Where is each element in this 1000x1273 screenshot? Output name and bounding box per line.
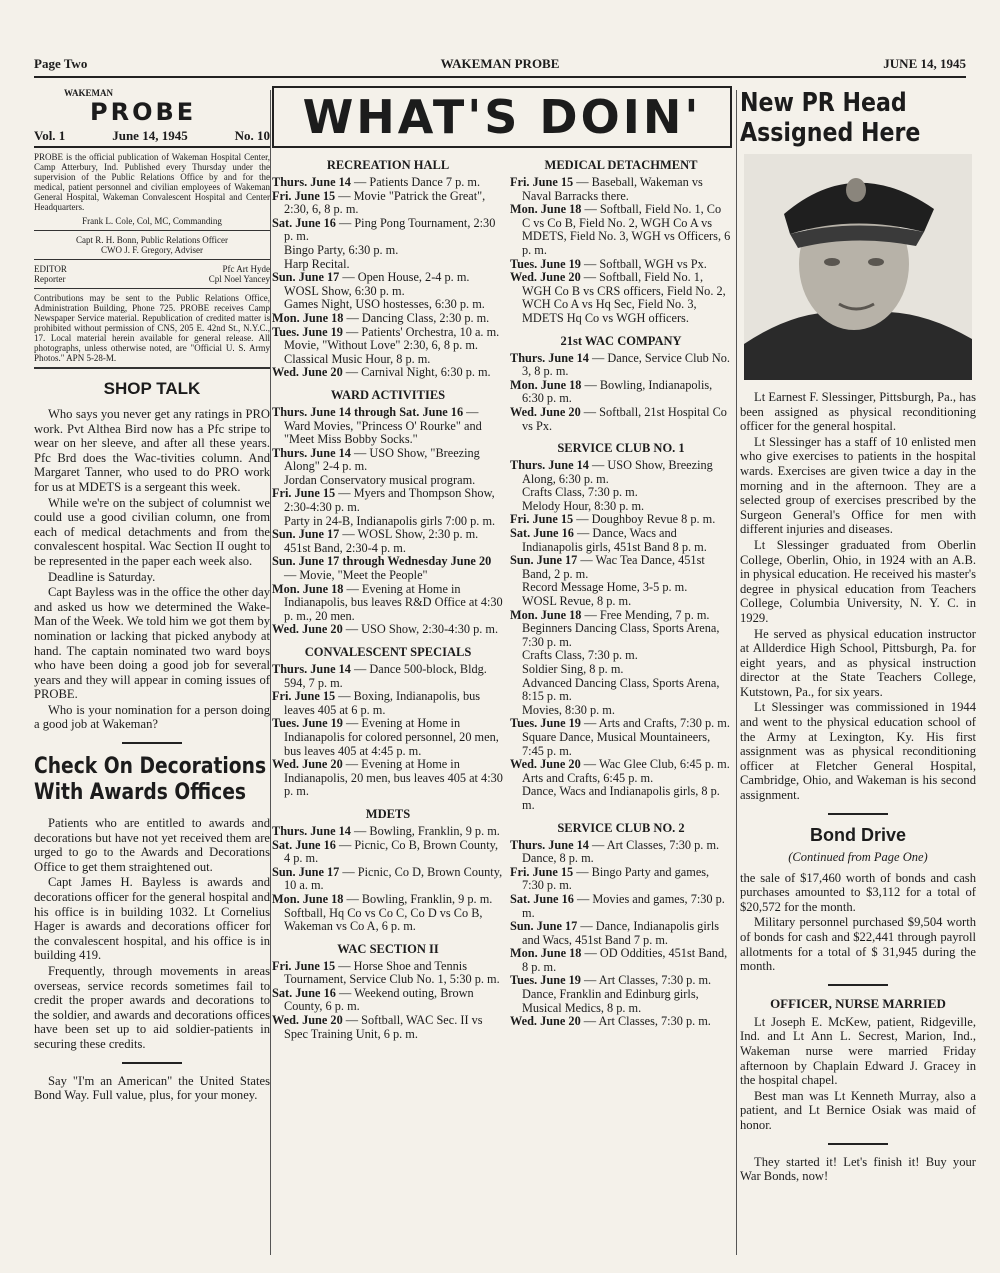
masthead-kicker: WAKEMAN <box>64 88 113 98</box>
event-date: Wed. June 20 <box>510 270 581 285</box>
event-text: — Ping Pong Tournament, 2:30 p. m. <box>284 215 496 244</box>
event-entry: Advanced Dancing Class, Sports Arena, 8:15 p. m. <box>522 675 720 704</box>
section-heading: SERVICE CLUB NO. 2 <box>557 820 685 835</box>
event-entry <box>272 1014 504 1041</box>
event-entry <box>272 528 504 542</box>
event-entry <box>510 758 732 772</box>
column-rule <box>736 90 737 1255</box>
event-entry: Classical Music Hour, 8 p. m. <box>284 351 431 366</box>
column-events-1 <box>272 158 504 1260</box>
event-text: — Art Classes, 7:30 p. m. <box>580 973 712 988</box>
sc1-list <box>510 459 732 812</box>
article-paragraph: Military personnel purchased $9,504 worth of bonds for cash and $22,441 through payroll allotments for a total of $ 31,945 during the month. <box>740 915 976 974</box>
event-entry <box>510 352 732 379</box>
war-bonds-filler: They started it! Let's finish it! Buy your War Bonds, now! <box>740 1154 976 1184</box>
event-text: — Patients' Orchestra, 10 a. m. <box>342 324 500 339</box>
event-date: Mon. June 18 <box>510 946 582 961</box>
event-entry: Crafts Class, 7:30 p. m. <box>522 648 638 663</box>
masthead-volume-line <box>34 126 270 148</box>
section-heading: CONVALESCENT SPECIALS <box>304 645 472 659</box>
event-entry <box>510 554 732 581</box>
event-date: Fri. June 15 <box>272 689 336 704</box>
header-rule <box>34 76 966 78</box>
event-date: Tues. June 19 <box>510 716 581 731</box>
event-date: Tues. June 19 <box>510 256 581 271</box>
event-entry <box>272 487 504 514</box>
event-text: — Softball, Field No. 1, WGH Co B vs CRS officers, Field No. 2, WCH Co A vs Hq Sec, Field No. 3, MDETS Hq Co vs WGH officers. <box>522 270 726 325</box>
whats-doin-banner <box>272 86 732 148</box>
event-entry <box>272 839 504 866</box>
event-entry: Softball, Hq Co vs Co C, Co D vs Co B, Wakeman vs Co A, 6 p. m. <box>284 905 483 934</box>
event-text: — Softball, WGH vs Px. <box>580 256 707 271</box>
article-paragraph: the sale of $17,460 worth of bonds and cash purchases amounted to $3,112 for a total of $20,572 for the month. <box>740 870 976 914</box>
ward-list <box>272 406 504 637</box>
event-date: Thurs. June 14 <box>510 837 589 852</box>
headline-line: Assigned Here <box>740 118 921 148</box>
event-entry <box>510 1015 732 1029</box>
article-paragraph: Capt James H. Bayless is awards and decorations officer for the general hospital and his office is in building 1032. Lt Cornelius Hager is awards and decorations officer for the convalescent hospital, and his office is in building 419. <box>34 875 270 963</box>
event-entry: Dance, 8 p. m. <box>522 851 594 866</box>
event-date: Thurs. June 14 <box>272 445 351 460</box>
event-entry <box>272 960 504 987</box>
event-entry: Harp Recital. <box>284 256 350 271</box>
event-text: — Doughboy Revue 8 p. m. <box>573 512 716 527</box>
event-text: — Patients Dance 7 p. m. <box>350 175 481 189</box>
article-paragraph: Best man was Lt Kenneth Murray, also a patient, and Lt Bernice Osiak was maid of honor. <box>740 1088 976 1132</box>
event-entry <box>510 947 732 974</box>
masthead-date: June 14, 1945 <box>112 128 188 143</box>
section-heading: WAC SECTION II <box>337 941 439 956</box>
column-right <box>740 88 976 1260</box>
editor-label: EDITOR <box>34 264 67 274</box>
pr-head-article <box>740 390 976 803</box>
bond-drive-article <box>740 871 976 974</box>
event-date: Sat. June 16 <box>272 837 336 852</box>
article-paragraph: While we're on the subject of columnist we could use a good civilian column, one from each of medical detachments and from the convalescent hospital. Wac Section II ought to be represented in the paper each week also. <box>34 495 270 568</box>
event-date: Fri. June 15 <box>272 486 336 501</box>
article-paragraph: Frequently, through movements in areas overseas, service records sometimes fail to credit the proper awards and decorations to the soldier, and awards and decorations offices have been set up to aid soldier-patients in securing these credits. <box>34 964 270 1051</box>
event-entry <box>510 513 732 527</box>
event-date: Mon. June 18 <box>510 607 582 622</box>
event-entry <box>510 379 732 406</box>
event-text: — Weekend outing, Brown County, 6 p. m. <box>284 985 474 1014</box>
event-entry <box>272 271 504 285</box>
event-text: — Horse Shoe and Tennis Tournament, Service Club No. 1, 5:30 p. m. <box>284 958 500 987</box>
article-paragraph: Lt Joseph E. McKew, patient, Ridgeville, Ind. and Lt Ann L. Secrest, Marion, Ind., Wakeman nurse were married Friday afternoon by Chaplain Edward J. Gracey in the hospital chapel. <box>740 1014 976 1088</box>
event-date: Wed. June 20 <box>272 622 343 637</box>
event-date: Mon. June 18 <box>272 581 344 596</box>
event-entry <box>272 893 504 907</box>
event-entry <box>272 866 504 893</box>
event-text: — Wac Glee Club, 6:45 p. m. <box>580 757 730 772</box>
divider <box>34 230 270 231</box>
masthead-description: PROBE is the official publication of Wakeman Hospital Center, Camp Atterbury, Ind. Published every Thursday under the supervision of the Public Relations Office by and for the medical, patient personnel and civilian employees of Wakeman General Hospital, Wakeman Convalescent Hospital and Center Headquarters. <box>34 152 270 212</box>
event-entry <box>510 866 732 893</box>
article-paragraph: Deadline is Saturday. <box>48 569 156 584</box>
medical-list <box>510 176 732 326</box>
event-text: — Boxing, Indianapolis, bus leaves 405 at 6 p. m. <box>284 689 481 717</box>
article-paragraph: Lt Slessinger was commissioned in 1944 and went to the physical education school of the Army at Lexington, Ky. His first assignment was as physical reconditioning officer at Fletcher General Hospital, Cambridge, Ohio, and Wakeman is his second assignment. <box>740 700 976 803</box>
bond-filler: Say "I'm an American" the United States Bond Way. Full value, plus, for your money. <box>34 1073 270 1103</box>
event-date: Fri. June 15 <box>510 864 574 879</box>
editor-line <box>34 264 270 274</box>
event-entry <box>510 527 732 554</box>
event-entry: Movies, 8:30 p. m. <box>522 702 615 717</box>
shop-talk-headline: SHOP TALK <box>103 379 201 398</box>
event-date: Mon. June 18 <box>510 202 582 217</box>
event-text: — Evening at Home in Indianapolis, 20 men, bus leaves 405 at 4:30 p. m. <box>284 757 503 799</box>
event-date: Sat. June 16 <box>272 215 336 230</box>
section-heading: MEDICAL DETACHMENT <box>544 158 698 172</box>
event-text: — Movie, "Meet the People" <box>284 568 428 583</box>
page-header <box>34 56 966 74</box>
column-events-2 <box>510 158 732 1260</box>
event-text: — Free Mending, 7 p. m. <box>581 607 710 622</box>
event-text: — Baseball, Wakeman vs Naval Barracks there. <box>522 175 703 203</box>
event-date: Sat. June 16 <box>272 985 336 1000</box>
event-date: Sun. June 17 <box>272 527 340 542</box>
married-headline: OFFICER, NURSE MARRIED <box>770 995 946 1011</box>
section-heading: SERVICE CLUB NO. 1 <box>557 441 685 456</box>
event-date: Mon. June 18 <box>272 310 344 325</box>
volume: Vol. 1 <box>34 128 66 143</box>
article-paragraph: Who is your nomination for a person doing a good job at Wakeman? <box>34 702 270 732</box>
event-date: Sun. June 17 <box>510 919 578 934</box>
article-paragraph: Capt Bayless was in the office the other day and asked us how we determined the Wake-Man of the Week. We told him we got them by nomination or lacking that picked anybody at hand. The captain nominated two ward boys who have been doing a good job for several years and they will appear in coming issues of PROBE. <box>34 585 270 702</box>
event-text: — Softball, 21st Hospital Co vs Px. <box>522 404 727 433</box>
event-entry: WOSL Revue, 8 p. m. <box>522 594 632 609</box>
event-date: Sat. June 16 <box>510 891 574 906</box>
event-date: Wed. June 20 <box>510 1014 581 1029</box>
event-text: — Bingo Party and games, 7:30 p. m. <box>522 864 710 893</box>
event-entry <box>510 920 732 947</box>
event-text: — USO Show, Breezing Along, 6:30 p. m. <box>522 458 713 486</box>
event-date: Mon. June 18 <box>510 377 582 392</box>
divider <box>828 984 888 986</box>
article-paragraph: Who says you never get any ratings in PRO work. Pvt Althea Bird now has a Pfc stripe to wear on her sleeve, and after all these years. Pfc Brd does the Wac-tivities column. And Margaret Tanner, who used to do PRO work for us at MDETS is a sergeant this week. <box>34 407 270 494</box>
event-entry: Party in 24-B, Indianapolis girls 7:00 p. m. <box>284 513 496 528</box>
column-rule <box>270 90 271 1255</box>
issue-date: JUNE 14, 1945 <box>883 56 966 71</box>
masthead-contributions: Contributions may be sent to the Public Relations Office, Administration Building, Phone 725. PROBE receives Camp Newspaper Service material. Republication of credited matter is prohibited without permission of CNS, 205 E. 42nd St., N.Y.C., 17. Local material herein available for general release. All photographs, unless otherwise noted, are "Official U. S. Army Photos." APN 5-28-M. <box>34 293 270 363</box>
event-entry <box>272 987 504 1014</box>
article-paragraph: Lt Slessinger has a staff of 10 enlisted men who give exercises to patients in the hospital wards. Exercises are given twice a day in the morning and in the afternoon. They are a selected group of exercises prescribed by the Surgeon General's Office for men with different injuries and diseases. <box>740 434 976 537</box>
event-entry: Crafts Class, 7:30 p. m. <box>522 485 638 500</box>
event-text: — Dance, Wacs and Indianapolis girls, 451st Band 8 p. m. <box>522 526 707 554</box>
reporter-name: Cpl Noel Yancey <box>208 274 270 284</box>
event-date: Wed. June 20 <box>510 404 581 419</box>
headline-line: Check On Decorations <box>34 754 267 780</box>
event-entry <box>510 176 732 203</box>
event-text: — Evening at Home in Indianapolis for colored personnel, 20 men, bus leaves 405 at 4:45 p. m. <box>284 716 499 758</box>
event-date: Thurs. June 14 <box>272 662 351 676</box>
event-date: Thurs. June 14 <box>272 175 351 189</box>
pr-head-headline <box>740 88 976 148</box>
event-date: Tues. June 19 <box>272 324 343 339</box>
event-entry: WOSL Show, 6:30 p. m. <box>284 283 405 298</box>
event-text: — Carnival Night, 6:30 p. m. <box>342 365 491 380</box>
event-entry <box>272 623 504 637</box>
event-date: Wed. June 20 <box>510 757 581 772</box>
event-text: — Movies and games, 7:30 p. m. <box>522 891 725 920</box>
event-entry: 451st Band, 2:30-4 p. m. <box>284 540 406 555</box>
event-text: — Bowling, Franklin, 9 p. m. <box>343 891 493 906</box>
article-paragraph: Lt Earnest F. Slessinger, Pittsburgh, Pa., has been assigned as physical reconditioning officer for the general hospital. <box>740 390 976 434</box>
event-text: — Wac Tea Dance, 451st Band, 2 p. m. <box>522 553 705 581</box>
event-date: Wed. June 20 <box>272 365 343 380</box>
paper-name: WAKEMAN PROBE <box>440 56 560 71</box>
event-entry <box>510 271 732 325</box>
event-date: Wed. June 20 <box>272 1013 343 1028</box>
whats-doin-title: WHAT'S DOIN' <box>302 90 702 144</box>
event-entry <box>510 717 732 731</box>
divider <box>34 367 270 369</box>
decorations-article <box>34 816 270 1052</box>
event-entry: Movie, "Without Love" 2:30, 6, 8 p. m. <box>284 338 478 353</box>
event-entry <box>272 583 504 624</box>
section-heading: 21st WAC COMPANY <box>560 333 682 348</box>
event-entry <box>272 312 504 326</box>
event-date: Tues. June 19 <box>272 716 343 731</box>
event-text: — Picnic, Co B, Brown County, 4 p. m. <box>284 837 499 866</box>
reporter-line <box>34 274 270 284</box>
event-text: — Movie "Patrick the Great", 2:30, 6, 8 p. m. <box>284 188 486 217</box>
event-text: — Open House, 2-4 p. m. <box>339 270 470 285</box>
event-entry <box>510 459 732 486</box>
reporter-label: Reporter <box>34 274 66 284</box>
event-entry <box>510 406 732 433</box>
event-entry <box>272 717 504 758</box>
event-date: Sun. June 17 <box>272 864 340 879</box>
article-paragraph: Lt Slessinger graduated from Oberlin College, Oberlin, Ohio, in 1924 with an A.B. in physical education. He received his master's degree in physical education from Teachers College, Columbia University, N. Y. C. in 1929. <box>740 537 976 625</box>
event-text: — Picnic, Co D, Brown County, 10 a. m. <box>284 864 503 893</box>
event-entry <box>272 406 504 447</box>
masthead <box>34 88 270 369</box>
masthead-title: PROBE <box>90 98 197 126</box>
divider <box>828 1143 888 1145</box>
divider <box>34 288 270 289</box>
event-text: — Dance, Indianapolis girls and Wacs, 451st Band 7 p. m. <box>522 919 720 947</box>
married-article <box>740 1015 976 1133</box>
event-entry <box>272 825 504 839</box>
event-text: — Bowling, Indianapolis, 6:30 p. m. <box>522 377 713 406</box>
mdets-list <box>272 825 504 934</box>
event-text: — Myers and Thompson Show, 2:30-4:30 p. m. <box>284 486 495 515</box>
event-date: Fri. June 15 <box>510 512 574 527</box>
divider <box>34 259 270 260</box>
event-text: — Evening at Home in Indianapolis, bus leaves R&D Office at 4:30 p. m., 20 men. <box>284 581 503 623</box>
event-text: — USO Show, "Breezing Along" 2-4 p. m. <box>284 445 480 474</box>
event-text: — Ward Movies, "Princess O' Rourke" and "Meet Miss Bobby Socks." <box>284 404 482 447</box>
event-date: Fri. June 15 <box>510 175 574 189</box>
event-date: Sat. June 16 <box>510 526 574 541</box>
page-number: Page Two <box>34 56 88 71</box>
event-entry: Dance, Franklin and Edinburg girls, Musical Medics, 8 p. m. <box>522 987 699 1015</box>
event-entry <box>272 190 504 217</box>
masthead-pro: Capt R. H. Bonn, Public Relations Officer <box>75 235 229 245</box>
event-entry <box>272 217 504 244</box>
event-text: — Dancing Class, 2:30 p. m. <box>343 310 490 325</box>
divider <box>122 742 182 744</box>
event-date: Thurs. June 14 <box>510 458 589 473</box>
event-entry: Dance, Wacs and Indianapolis girls, 8 p. m. <box>522 784 720 812</box>
event-date: Fri. June 15 <box>272 958 336 973</box>
event-entry <box>272 555 504 582</box>
event-date: Tues. June 19 <box>510 973 581 988</box>
wac21-list <box>510 352 732 434</box>
wac2-list <box>272 960 504 1042</box>
event-entry <box>272 366 504 380</box>
event-text: — WOSL Show, 2:30 p. m. <box>339 527 479 542</box>
event-entry <box>510 893 732 920</box>
event-entry: Jordan Conservatory musical program. <box>284 472 476 487</box>
event-text: — USO Show, 2:30-4:30 p. m. <box>342 622 499 637</box>
event-entry: Record Message Home, 3-5 p. m. <box>522 580 688 595</box>
divider <box>828 813 888 815</box>
event-text: — OD Oddities, 451st Band, 8 p. m. <box>522 946 728 974</box>
shop-talk-article <box>34 407 270 732</box>
event-date: Sun. June 17 <box>272 270 340 285</box>
event-date: Thurs. June 14 <box>510 350 589 365</box>
event-entry: Melody Hour, 8:30 p. m. <box>522 498 645 513</box>
column-left <box>34 88 270 1260</box>
event-entry <box>272 690 504 717</box>
officer-portrait <box>744 154 972 380</box>
event-date: Mon. June 18 <box>272 891 344 906</box>
event-entry: Square Dance, Musical Mountaineers, 7:45 p. m. <box>522 729 711 758</box>
event-entry: Bingo Party, 6:30 p. m. <box>284 242 399 257</box>
event-date: Sun. June 17 <box>510 553 578 568</box>
event-entry <box>510 258 732 272</box>
event-text: — Art Classes, 7:30 p. m. <box>580 1014 711 1029</box>
event-entry <box>272 326 504 340</box>
event-entry <box>510 974 732 988</box>
divider <box>122 1062 182 1064</box>
section-heading: MDETS <box>365 806 411 821</box>
event-text: — Dance, Service Club No. 3, 8 p. m. <box>522 350 730 379</box>
event-entry <box>272 663 504 690</box>
masthead-adviser: CWO J. F. Gregory, Adviser <box>101 245 203 255</box>
editor-name: Pfc Art Hyde <box>222 264 270 274</box>
event-entry <box>510 203 732 257</box>
headline-line: With Awards Offices <box>34 780 247 806</box>
event-text: — Bowling, Franklin, 9 p. m. <box>350 823 500 838</box>
event-entry: Soldier Sing, 8 p. m. <box>522 662 624 676</box>
sc2-list <box>510 839 732 1029</box>
event-entry <box>272 447 504 474</box>
event-entry <box>272 758 504 799</box>
section-heading: RECREATION HALL <box>326 158 450 172</box>
article-paragraph: Patients who are entitled to awards and decorations but have not yet received them are urged to go to the Awards and Decorations Office to get them straightened out. <box>34 816 270 874</box>
event-date: Sun. June 17 through Wednesday June 20 <box>272 554 492 569</box>
continued-note: (Continued from Page One) <box>788 849 928 864</box>
event-entry: Games Night, USO hostesses, 6:30 p. m. <box>284 297 485 312</box>
headline-line: New PR Head <box>740 88 907 118</box>
event-entry <box>510 839 732 853</box>
event-text: — Arts and Crafts, 7:30 p. m. <box>580 716 730 731</box>
event-date: Thurs. June 14 <box>272 823 351 838</box>
event-date: Fri. June 15 <box>272 188 336 203</box>
section-heading: WARD ACTIVITIES <box>330 387 446 402</box>
event-text: — Softball, Field No. 1, Co C vs Co B, Field No. 2, WGH Co A vs MDETS, Field No. 3, WGH vs Officers, 6 p. m. <box>522 202 731 257</box>
issue-number: No. 10 <box>234 128 270 143</box>
convalescent-list <box>272 663 504 799</box>
event-date: Thurs. June 14 through Sat. June 16 <box>272 404 464 419</box>
event-date: Wed. June 20 <box>272 757 343 772</box>
event-entry: Arts and Crafts, 6:45 p. m. <box>522 770 654 785</box>
event-entry <box>272 176 504 190</box>
bond-drive-headline: Bond Drive <box>809 824 906 845</box>
event-entry: Beginners Dancing Class, Sports Arena, 7:30 p. m. <box>522 621 720 649</box>
recreation-list <box>272 176 504 380</box>
decorations-headline <box>34 754 270 806</box>
event-text: — Softball, WAC Sec. II vs Spec Training Unit, 6 p. m. <box>284 1013 483 1041</box>
event-text: — Dance 500-block, Bldg. 594, 7 p. m. <box>284 662 487 690</box>
masthead-commanding: Frank L. Cole, Col, MC, Commanding <box>82 216 222 226</box>
event-entry <box>510 609 732 623</box>
event-text: — Art Classes, 7:30 p. m. <box>588 837 720 852</box>
article-paragraph: He served as physical education instructor at Allderdice High School, Pittsburgh, Pa. for eight years, and as physical instruction director at the State Teachers College, Kutstown, Pa., for six years. <box>740 626 976 699</box>
